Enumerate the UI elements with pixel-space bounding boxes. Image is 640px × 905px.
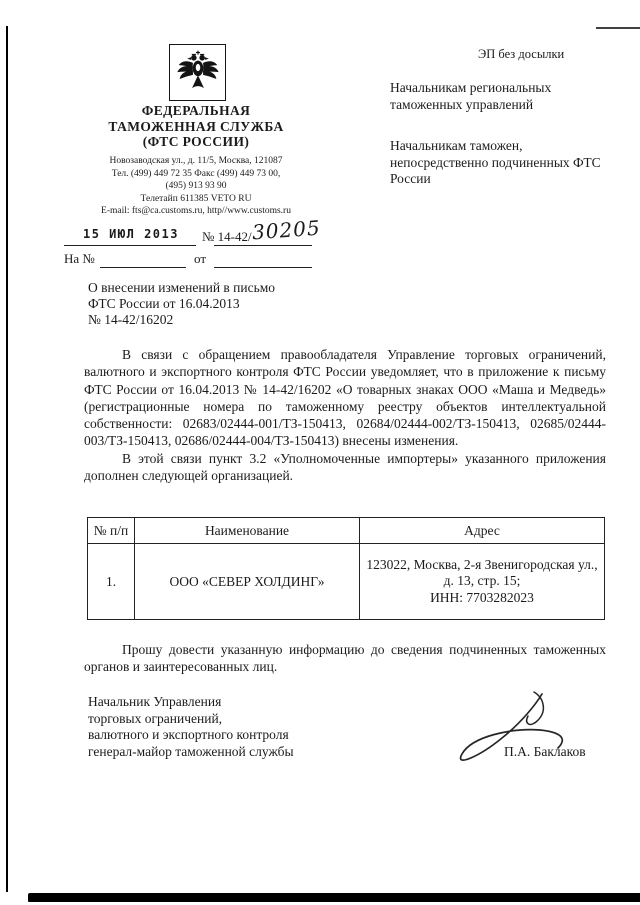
header-name: Наименование [135,518,360,544]
double-headed-eagle-icon [175,50,221,96]
org-phone-line2: (495) 913 93 90 [165,181,227,191]
doc-number-underline [214,245,312,246]
cell-company-name: ООО «СЕВЕР ХОЛДИНГ» [135,544,360,620]
subject-line1: О внесении изменений в письмо [88,280,276,295]
table-header-row [88,518,605,544]
signatory-name: П.А. Баклаков [504,744,586,759]
scan-artifact-left-edge [6,26,8,892]
body-text [84,346,606,484]
scan-artifact-top-right [596,27,640,29]
handwritten-signature [438,688,598,780]
addressee-customs-offices: Начальникам таможен, непосредственно подчиненных ФТС России [390,138,601,186]
ep-note: ЭП без досылки [478,47,565,61]
org-address-line: Новозаводская ул., д. 11/5, Москва, 121087 [109,156,283,166]
signoff-line1: Начальник Управления [88,694,222,709]
date-underline [64,245,196,246]
org-teletype-line: Телетайп 611385 VETO RU [140,193,252,204]
signoff-block [88,694,368,760]
closing-paragraph-wrap [84,641,606,676]
paragraph-2: В этой связи пункт 3.2 «Уполномоченные импортеры» указанного приложения дополнен следующей организацией. [84,450,606,484]
paragraph-3: Прошу довести указанную информацию до сведения подчиненных таможенных органов и заинтересованных лиц. [84,642,606,675]
address-line3: ИНН: 7703282023 [430,589,534,605]
subject-line2: ФТС России от 16.04.2013 [88,296,240,311]
doc-number-prefix: № 14-42/ [202,229,252,244]
reply-to-number-label: На № [64,251,95,266]
address-line1: 123022, Москва, 2-я Звенигородская ул., [366,556,598,572]
address-line2: д. 13, стр. 15; [443,573,521,589]
header-address: Адрес [360,518,605,544]
reply-date-label: от [194,251,207,266]
table-row [88,544,605,620]
paragraph-1: В связи с обращением правообладателя Управление торговых ограничений, валютного и экспортного контроля ФТС России уведомляет, что в приложение к письму ФТС России от 16.04.2013 № 14-42/16202 «О товарных знаках ООО «Маша и Медведь» (регистрационные номера по таможенному реестру объектов интеллектуальной собственности: 02683/02444-001/ТЗ-150413, 02684/02444-002/ТЗ-150413, 02685/02444-003/ТЗ-150413, 02686/02444-004/ТЗ-150413) внесены изменения. [84,347,606,449]
org-email-line: E-mail: fts@ca.customs.ru, http//www.customs.ru [101,206,291,216]
signoff-line4: генерал-майор таможенной службы [88,743,294,759]
org-name-line3: (ФТС РОССИИ) [142,134,250,149]
cell-row-number: 1. [88,544,135,620]
org-phone-line: Тел. (499) 449 72 35 Факс (499) 449 73 00, [111,168,281,179]
importers-table [87,517,605,620]
coat-of-arms [169,44,226,101]
addressee-regional-departments: Начальникам региональных таможенных управлений [390,80,552,112]
reply-date-blank [214,267,312,268]
org-name-line1: ФЕДЕРАЛЬНАЯ [141,103,251,118]
signoff-line3: валютного и экспортного контроля [88,727,289,742]
scan-artifact-bottom-bar [28,893,640,902]
subject-block [88,280,338,328]
org-name-line2: ТАМОЖЕННАЯ СЛУЖБА [108,118,284,134]
org-name-block [60,103,332,150]
doc-number-handwritten: 30205 [251,215,322,245]
reply-number-blank [100,267,186,268]
subject-line3: № 14-42/16202 [88,312,174,327]
header-row-number: № п/п [88,518,135,544]
cell-company-address [360,544,605,620]
importers-table-wrap [87,517,605,620]
org-contact-block [60,155,332,218]
signoff-line2: торговых ограничений, [88,710,223,726]
date-stamp: 15 ИЮЛ 2013 [83,227,179,241]
